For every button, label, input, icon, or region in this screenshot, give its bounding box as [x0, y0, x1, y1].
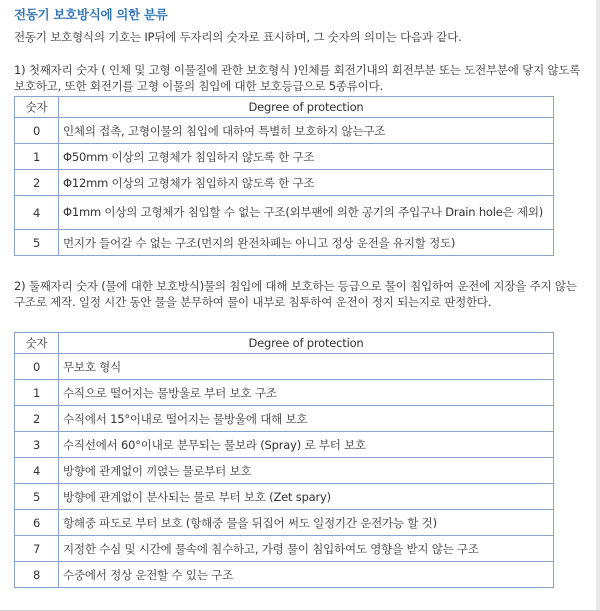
table-row — [15, 432, 554, 458]
row-number: 6 — [15, 510, 59, 536]
table-row — [15, 354, 554, 380]
row-description: 방향에 관계없이 분사되는 물로 부터 보호 (Zet spary) — [59, 484, 554, 510]
header-degree: Degree of protection — [59, 97, 554, 118]
row-number: 4 — [15, 458, 59, 484]
row-number: 1 — [15, 380, 59, 406]
row-number: 5 — [15, 230, 59, 256]
table-row — [15, 562, 554, 588]
row-number: 4 — [15, 196, 59, 230]
header-degree: Degree of protection — [59, 333, 554, 354]
row-description: 수중에서 정상 운전할 수 있는 구조 — [59, 562, 554, 588]
row-description: Φ1mm 이상의 고형체가 침입할 수 없는 구조(외부팬에 의한 공기의 주입구나 Drain hole은 제외) — [59, 196, 554, 230]
row-description: Φ12mm 이상의 고형체가 침입하지 않도록 한 구조 — [59, 170, 554, 196]
intro-text: 전동기 보호형식의 기호는 IP뒤에 두자리의 숫자로 표시하며, 그 숫자의 의미는 다음과 같다. — [14, 30, 462, 44]
table-row — [15, 118, 554, 144]
table-header-row — [15, 97, 554, 118]
header-number: 숫자 — [15, 97, 59, 118]
row-description: 수직선에서 60°이내로 분무되는 물보라 (Spray) 로 부터 보호 — [59, 432, 554, 458]
header-number: 숫자 — [15, 333, 59, 354]
section1-description: 1) 첫째자리 숫자 ( 인체 및 고형 이물질에 관한 보호형식 )인체를 회전기내의 회전부분 또는 도전부분에 닿지 않도록 보호하고, 또한 회전기를 고형 이물의 침입에 대한 보호등급으로 5종류이다. — [14, 63, 581, 93]
table-row — [15, 458, 554, 484]
row-number: 3 — [15, 432, 59, 458]
row-number: 0 — [15, 118, 59, 144]
table-row — [15, 484, 554, 510]
table-row — [15, 406, 554, 432]
table-header-row — [15, 333, 554, 354]
row-number: 2 — [15, 170, 59, 196]
table-row — [15, 144, 554, 170]
table-row — [15, 170, 554, 196]
table-row — [15, 510, 554, 536]
table-row — [15, 536, 554, 562]
vertical-scrollbar[interactable] — [596, 0, 600, 611]
row-description: Φ50mm 이상의 고형체가 침입하지 않도록 한 구조 — [59, 144, 554, 170]
table-row — [15, 380, 554, 406]
row-number: 2 — [15, 406, 59, 432]
row-number: 0 — [15, 354, 59, 380]
solid-protection-table — [14, 96, 554, 256]
water-protection-table — [14, 332, 554, 588]
row-number: 5 — [15, 484, 59, 510]
page-title: 전동기 보호방식에 의한 분류 — [14, 7, 168, 22]
row-description: 무보호 형식 — [59, 354, 554, 380]
table-row — [15, 230, 554, 256]
row-description: 수직으로 떨어지는 물방울로 부터 보호 구조 — [59, 380, 554, 406]
row-description: 수직에서 15°이내로 떨어지는 물방울에 대해 보호 — [59, 406, 554, 432]
row-description: 먼지가 들어갈 수 없는 구조(먼지의 완전차폐는 아니고 정상 운전을 유지할 정도) — [59, 230, 554, 256]
section2-description: 2) 둘째자리 숫자 (물에 대한 보호방식)물의 침입에 대해 보호하는 등급으로 물이 침입하여 운전에 지장을 주지 않는 구조로 제작. 일정 시간 동안 물을 분무하여 물이 내부로 침투하여 운전이 정지 되는지로 판정한다. — [14, 279, 577, 309]
row-number: 8 — [15, 562, 59, 588]
row-number: 7 — [15, 536, 59, 562]
row-description: 인체의 접촉, 고형이물의 침입에 대하여 특별히 보호하지 않는구조 — [59, 118, 554, 144]
row-description: 항해중 파도로 부터 보호 (항해중 물을 뒤집어 써도 일정기간 운전가능 할 것) — [59, 510, 554, 536]
row-description: 방향에 관계없이 끼얹는 물로부터 보호 — [59, 458, 554, 484]
row-number: 1 — [15, 144, 59, 170]
table-row — [15, 196, 554, 230]
row-description: 지정한 수심 및 시간에 물속에 침수하고, 가령 물이 침입하여도 영향을 받지 않는 구조 — [59, 536, 554, 562]
